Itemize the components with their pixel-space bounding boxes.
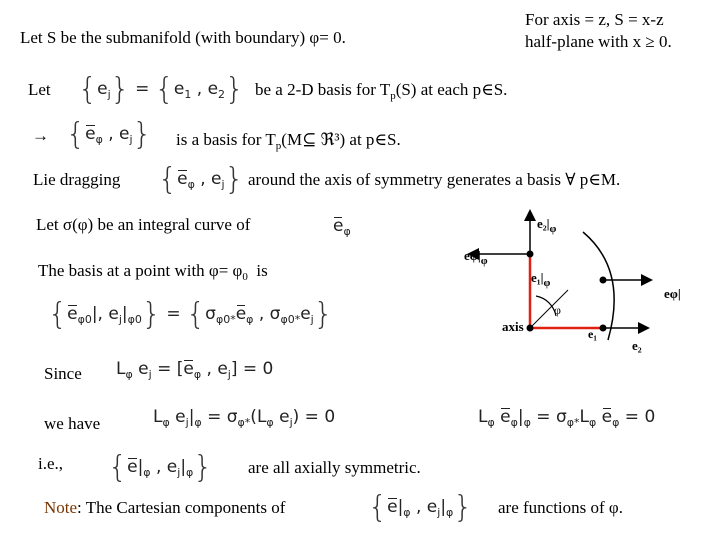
integral-curve-ephi: $e_\varphi$ [333, 216, 351, 238]
label-e1-small: e₁ [588, 327, 597, 341]
note-line: Note: The Cartesian components of [44, 498, 286, 517]
basis-3d-text: is a basis for $T_p(M⊆$ ℜ³) at p∈S. [176, 130, 401, 152]
note-basis: {$e|_\varphi$ , $e_j|_\varphi$} [368, 490, 473, 525]
lie-dragging-basis: {$e_\varphi$ , $e_j$} [158, 162, 244, 197]
basis-2d-text: be a 2-D basis for $T_p(S)$ at each p∈S. [255, 80, 508, 102]
angle-arc [536, 296, 556, 316]
header-left: Let S be the submanifold (with boundary) φ= 0. [20, 28, 346, 47]
header-right-line1: For axis = z, S = x-z [525, 10, 664, 29]
basis-at-phi0-equation: {$e_{\varphi 0}|$, $e_j|_{\varphi 0}\} = \{\sigma_{\varphi 0*}e_\varphi$ , $\sigma_{\varphi 0*}e_j$} [48, 297, 333, 332]
arrow-symbol: → [32, 126, 49, 145]
since-label: Since [44, 364, 82, 383]
ie-basis: {$e|_\varphi$ , $e_j|_\varphi$} [108, 450, 213, 485]
note-tail: are functions of φ. [498, 498, 623, 517]
note-label: Note [44, 498, 78, 517]
bottom-dot [600, 325, 607, 332]
label-phi-angle: φ [554, 303, 561, 317]
label-e2-top: $e_2|_\varphi$ [537, 216, 557, 235]
basis-ej-equals-e1-e2: $\{e_j\} = \{e_1$ , $e_2$} [78, 72, 245, 107]
label-e2-right: e₂ [632, 338, 642, 353]
label-ephi: $e\varphi|_\varphi$ [464, 248, 488, 267]
header-right-line2: half-plane with x ≥ 0. [525, 32, 672, 51]
label-axis: axis [502, 319, 524, 334]
axially-symmetric-text: are all axially symmetric. [248, 458, 421, 477]
point-dot [527, 251, 534, 258]
lie-dragging-tail: around the axis of symmetry generates a basis ∀ p∈M. [248, 170, 621, 189]
label-e1: $e_1|_\varphi$ [531, 270, 551, 289]
since-equation: $L_\varphi$ $e_j = [e_\varphi$ , $e_j] = 0$ [116, 359, 274, 381]
let-label: Let [28, 80, 51, 99]
basis-ephi-ej: {$e_\varphi$ , $e_j$} [66, 117, 152, 152]
ephi-lie-equation: $L_\varphi$ $e_\varphi|_\varphi = \sigma_{\varphi*}L_\varphi$ $e_\varphi = 0$ [478, 407, 656, 429]
radial-line [530, 290, 568, 328]
lie-dragging-label: Lie dragging [33, 170, 121, 189]
label-ephi-right: eφ| [664, 286, 681, 301]
basis-point-text: The basis at a point with $\varphi= \varphi_0$ is [38, 261, 268, 283]
integral-curve-text: Let σ(φ) be an integral curve of [36, 215, 251, 234]
we-have-label: we have [44, 414, 101, 433]
we-have-equation: $L_\varphi$ $e_j|_\varphi = \sigma_{\varphi*}(L_\varphi$ $e_j) = 0$ [153, 407, 336, 429]
ie-label: i.e., [38, 454, 64, 473]
origin-dot [527, 325, 534, 332]
right-dot [600, 277, 607, 284]
